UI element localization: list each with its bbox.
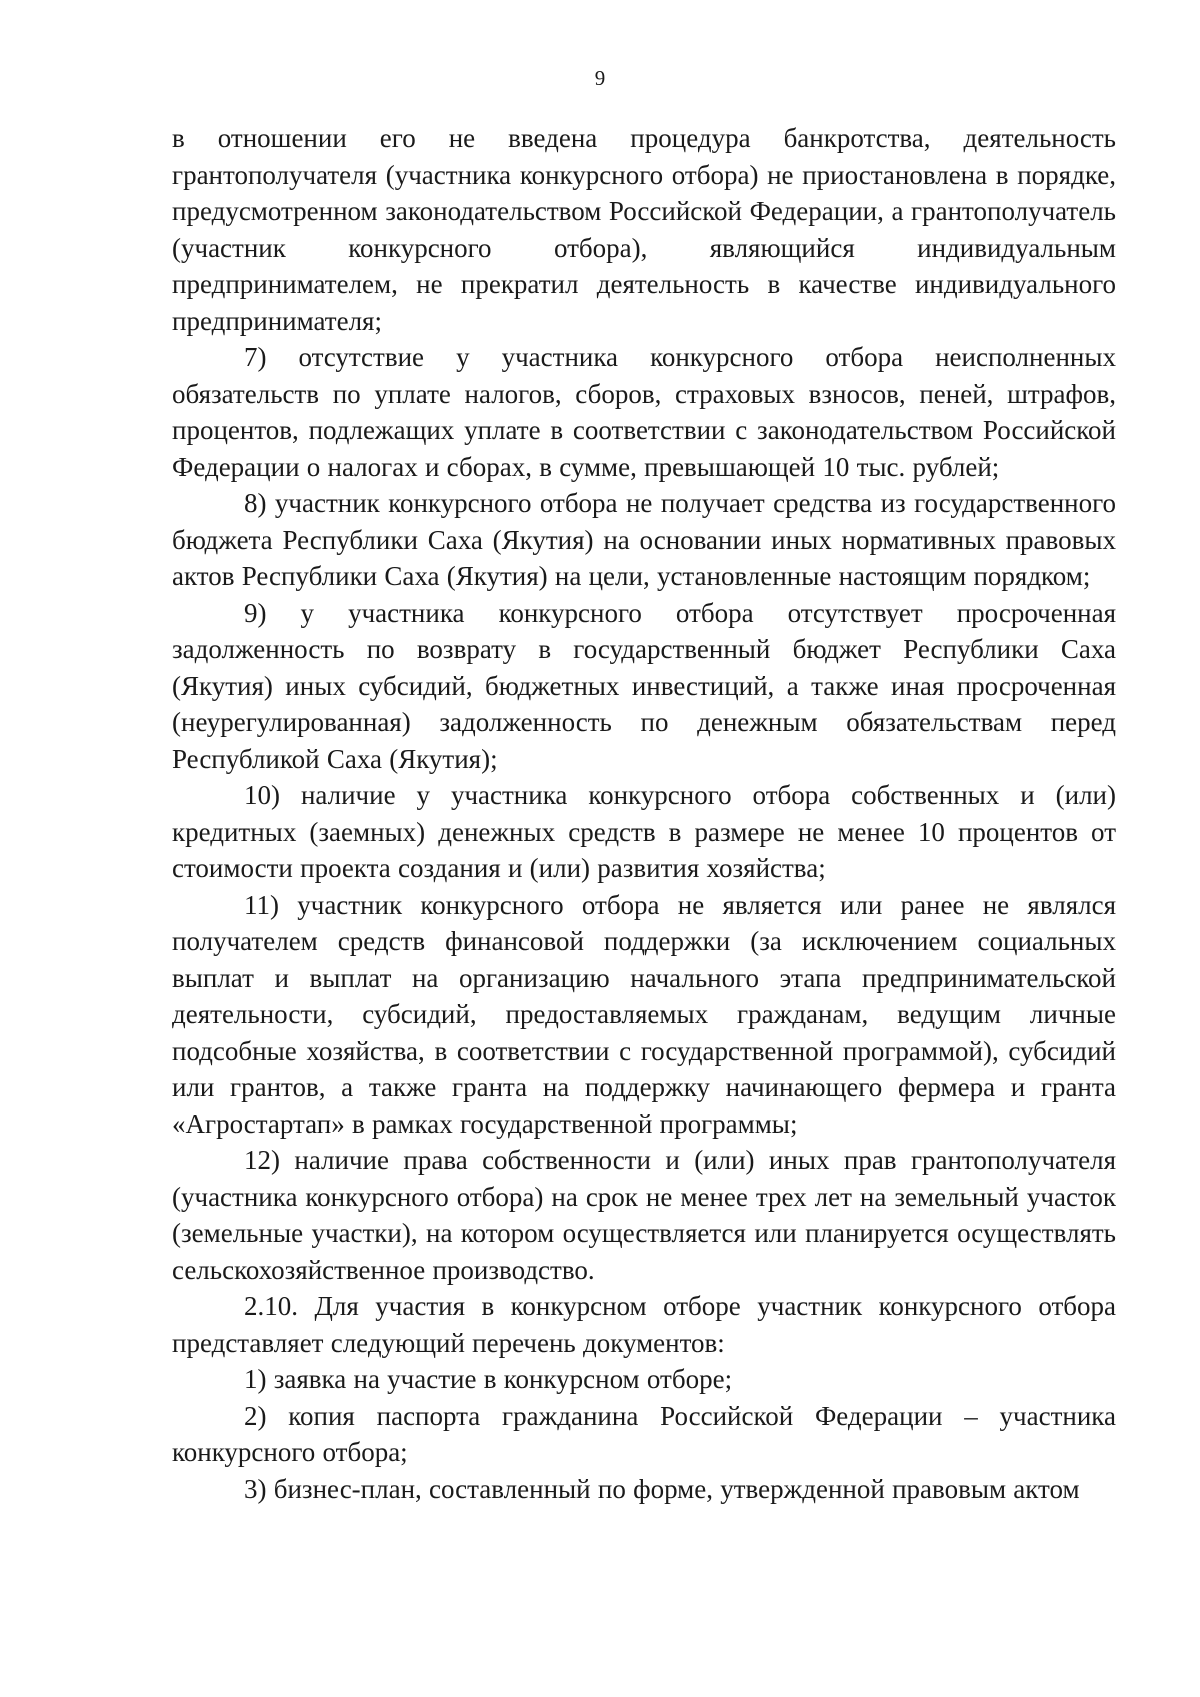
document-body <box>172 120 1116 1507</box>
paragraph-item-9: 9) у участника конкурсного отбора отсутствует просроченная задолженность по возврату в государственный бюджет Республики Саха (Якутия) иных субсидий, бюджетных инвестиций, а также иная просроченная (неурегулированная) задолженность по денежным обязательствам перед Республикой Саха (Якутия); <box>172 597 1116 774</box>
paragraph-continuation: в отношении его не введена процедура банкротства, деятельность грантополучателя (участника конкурсного отбора) не приостановлена в порядке, предусмотренном законодательством Российской Федерации, а грантополучатель (участник конкурсного отбора), являющийся индивидуальным предпринимателем, не прекратил деятельность в качестве индивидуального предпринимателя; <box>172 123 1116 336</box>
paragraph-item-10: 10) наличие у участника конкурсного отбора собственных и (или) кредитных (заемных) денежных средств в размере не менее 10 процентов от стоимости проекта создания и (или) развития хозяйства; <box>172 780 1116 883</box>
paragraph-item-12: 12) наличие права собственности и (или) иных прав грантополучателя (участника конкурсного отбора) на срок не менее трех лет на земельный участок (земельные участки), на котором осуществляется или планируется осуществлять сельскохозяйственное производство. <box>172 1145 1116 1285</box>
paragraph-section-2-10: 2.10. Для участия в конкурсном отборе участник конкурсного отбора представляет следующий перечень документов: <box>172 1291 1116 1358</box>
paragraph-document-2: 2) копия паспорта гражданина Российской Федерации – участника конкурсного отбора; <box>172 1400 1116 1467</box>
paragraph-document-3: 3) бизнес-план, составленный по форме, утвержденной правовым актом <box>244 1473 1080 1504</box>
paragraph-item-8: 8) участник конкурсного отбора не получает средства из государственного бюджета Республики Саха (Якутия) на основании иных нормативных правовых актов Республики Саха (Якутия) на цели, установленные настоящим порядком; <box>172 488 1116 591</box>
paragraph-item-11: 11) участник конкурсного отбора не является или ранее не являлся получателем средств финансовой поддержки (за исключением социальных выплат и выплат на организацию начального этапа предпринимательской деятельности, субсидий, предоставляемых гражданам, ведущим личные подсобные хозяйства, в соответствии с государственной программой), субсидий или грантов, а также гранта на поддержку начинающего фермера и гранта «Агростартап» в рамках государственной программы; <box>172 889 1116 1139</box>
paragraph-document-1: 1) заявка на участие в конкурсном отборе; <box>244 1364 733 1394</box>
page-number: 9 <box>594 66 606 90</box>
paragraph-item-7: 7) отсутствие у участника конкурсного отбора неисполненных обязательств по уплате налогов, сборов, страховых взносов, пеней, штрафов, процентов, подлежащих уплате в соответствии с законодательством Российской Федерации о налогах и сборах, в сумме, превышающей 10 тыс. рублей; <box>172 342 1116 482</box>
